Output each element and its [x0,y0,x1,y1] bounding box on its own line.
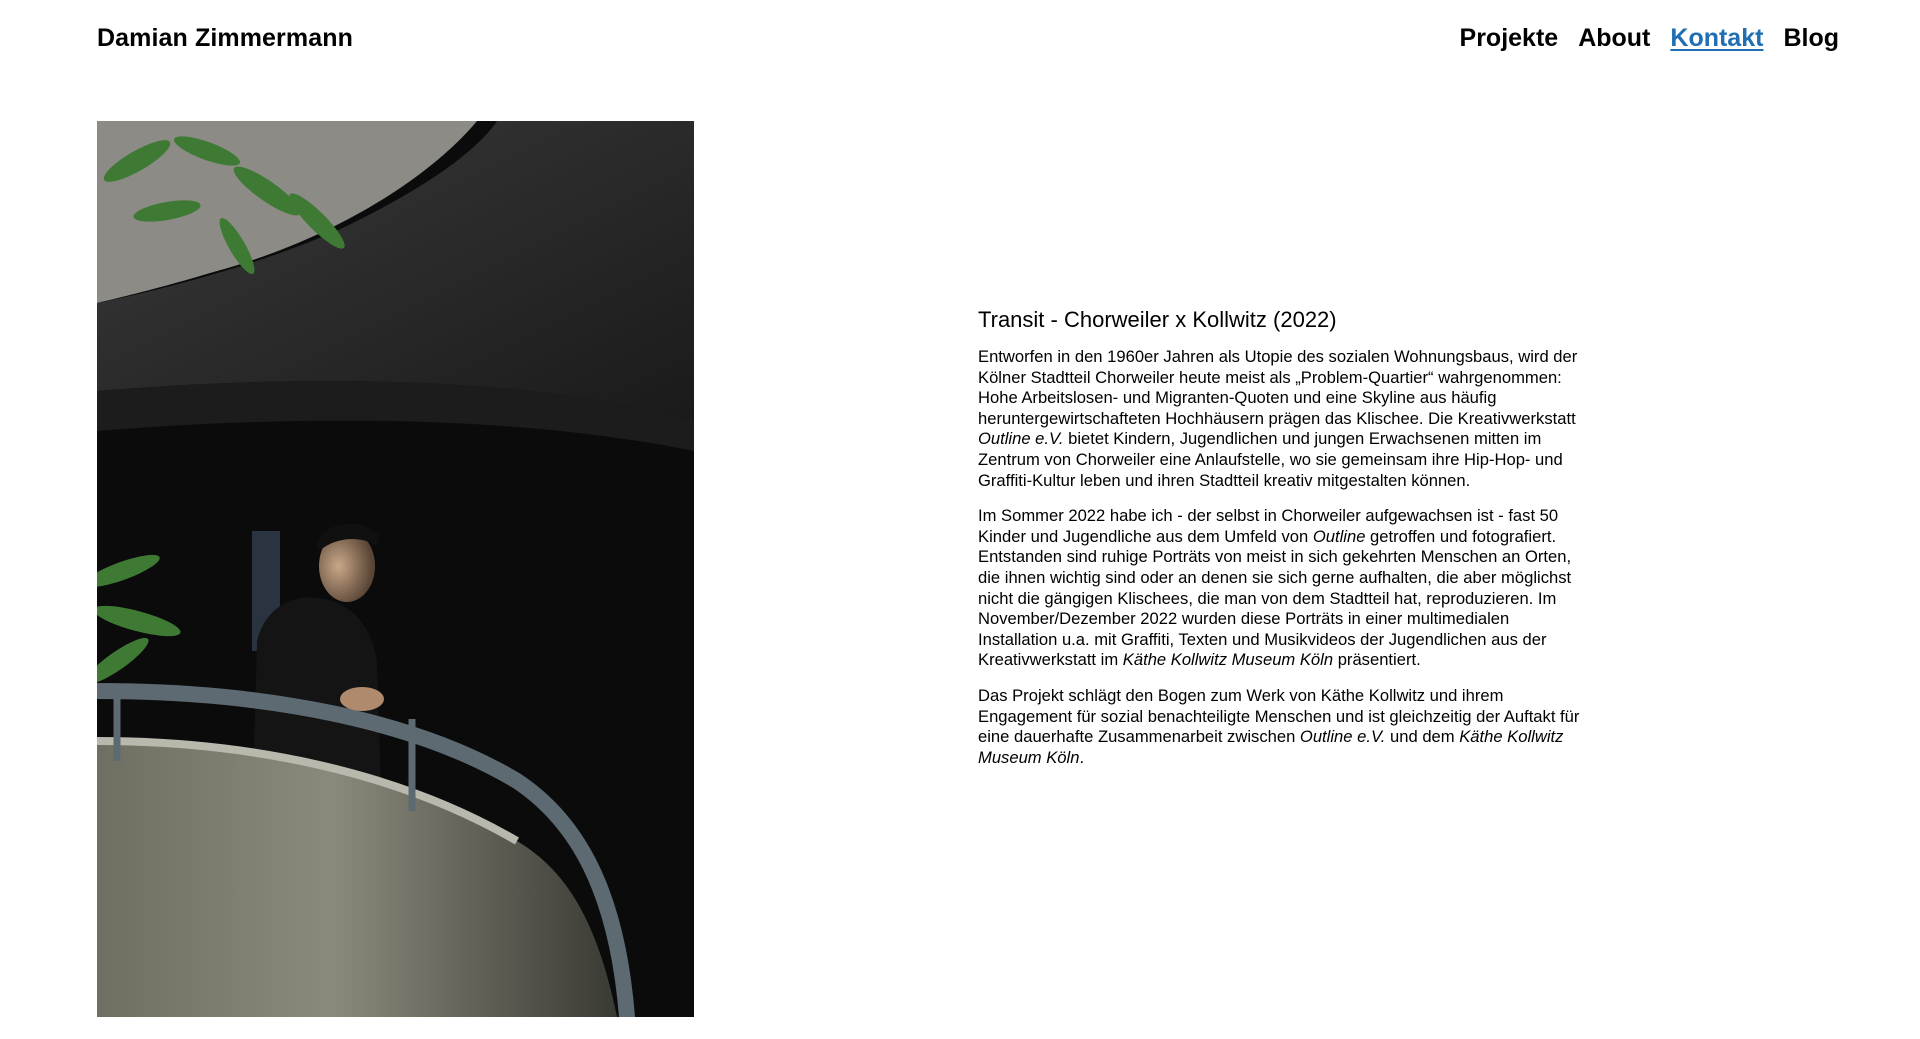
site-title[interactable]: Damian Zimmermann [97,24,353,52]
paragraph-text: präsentiert. [1333,650,1421,670]
paragraph-text: getroffen und fotografiert. Entstanden sind ruhige Porträts von meist in sich gekehrten Menschen an Orten, die ihnen wichtig sind oder an denen sie sich gerne aufhalten, die aber möglichst nicht die gängigen Klischees, die man von dem Stadtteil hat, reproduzieren. Im November/Dezember 2022 wurden diese Porträts in einer multimedialen Installation u.a. mit Graffiti, Texten und Musikvideos der Jugendlichen aus der Kreativwerkstatt im [978,526,1572,670]
project-paragraph [978,347,1588,491]
nav-link-about[interactable]: About [1578,24,1651,52]
emphasis-text: Käthe Kollwitz Museum Köln [1122,650,1334,670]
paragraph-text: Im Sommer 2022 habe ich - der selbst in Chorweiler aufgewachsen ist - fast 50 Kinder und Jugendliche aus dem Umfeld von [978,506,1559,546]
paragraph-text: Entworfen in den 1960er Jahren als Utopie des sozialen Wohnungsbaus, wird der Kölner Stadtteil Chorweiler heute meist als „Problem-Quartier“ wahrgenommen: Hohe Arbeitslosen- und Migranten-Quoten und eine Skyline aus häufig heruntergewirtschafteten Hochhäusern prägen das Klischee. Die Kreativwerkstatt [978,347,1578,428]
emphasis-text: Käthe Kollwitz Museum Köln [978,727,1564,767]
project-photo[interactable] [97,121,694,1017]
project-title: Transit - Chorweiler x Kollwitz (2022) [978,307,1337,332]
nav-link-kontakt[interactable]: Kontakt [1670,24,1764,52]
project-description [978,306,1588,783]
emphasis-text: Outline e.V. [1299,727,1386,747]
project-paragraph [978,686,1588,768]
project-paragraph [978,506,1588,671]
nav-link-projekte[interactable]: Projekte [1459,24,1559,52]
paragraph-text: . [1079,747,1085,767]
paragraph-text: Das Projekt schlägt den Bogen zum Werk von Käthe Kollwitz und ihrem Engagement für sozial benachteiligte Menschen und ist gleichzeitig der Auftakt für eine dauerhafte Zusammenarbeit zwischen [978,685,1580,747]
nav-link-blog[interactable]: Blog [1783,24,1839,52]
paragraph-text: bietet Kindern, Jugendlichen und jungen Erwachsenen mitten im Zentrum von Chorweiler eine Anlaufstelle, wo sie gemeinsam ihre Hip-Hop- und Graffiti-Kultur leben und ihren Stadtteil kreativ mitgestalten können. [978,429,1563,490]
emphasis-text: Outline [1312,526,1366,546]
emphasis-text: Outline e.V. [978,429,1064,449]
portrait-photo-illustration [97,121,694,1017]
main-nav [1460,22,1839,54]
paragraph-text: und dem [1385,727,1460,747]
